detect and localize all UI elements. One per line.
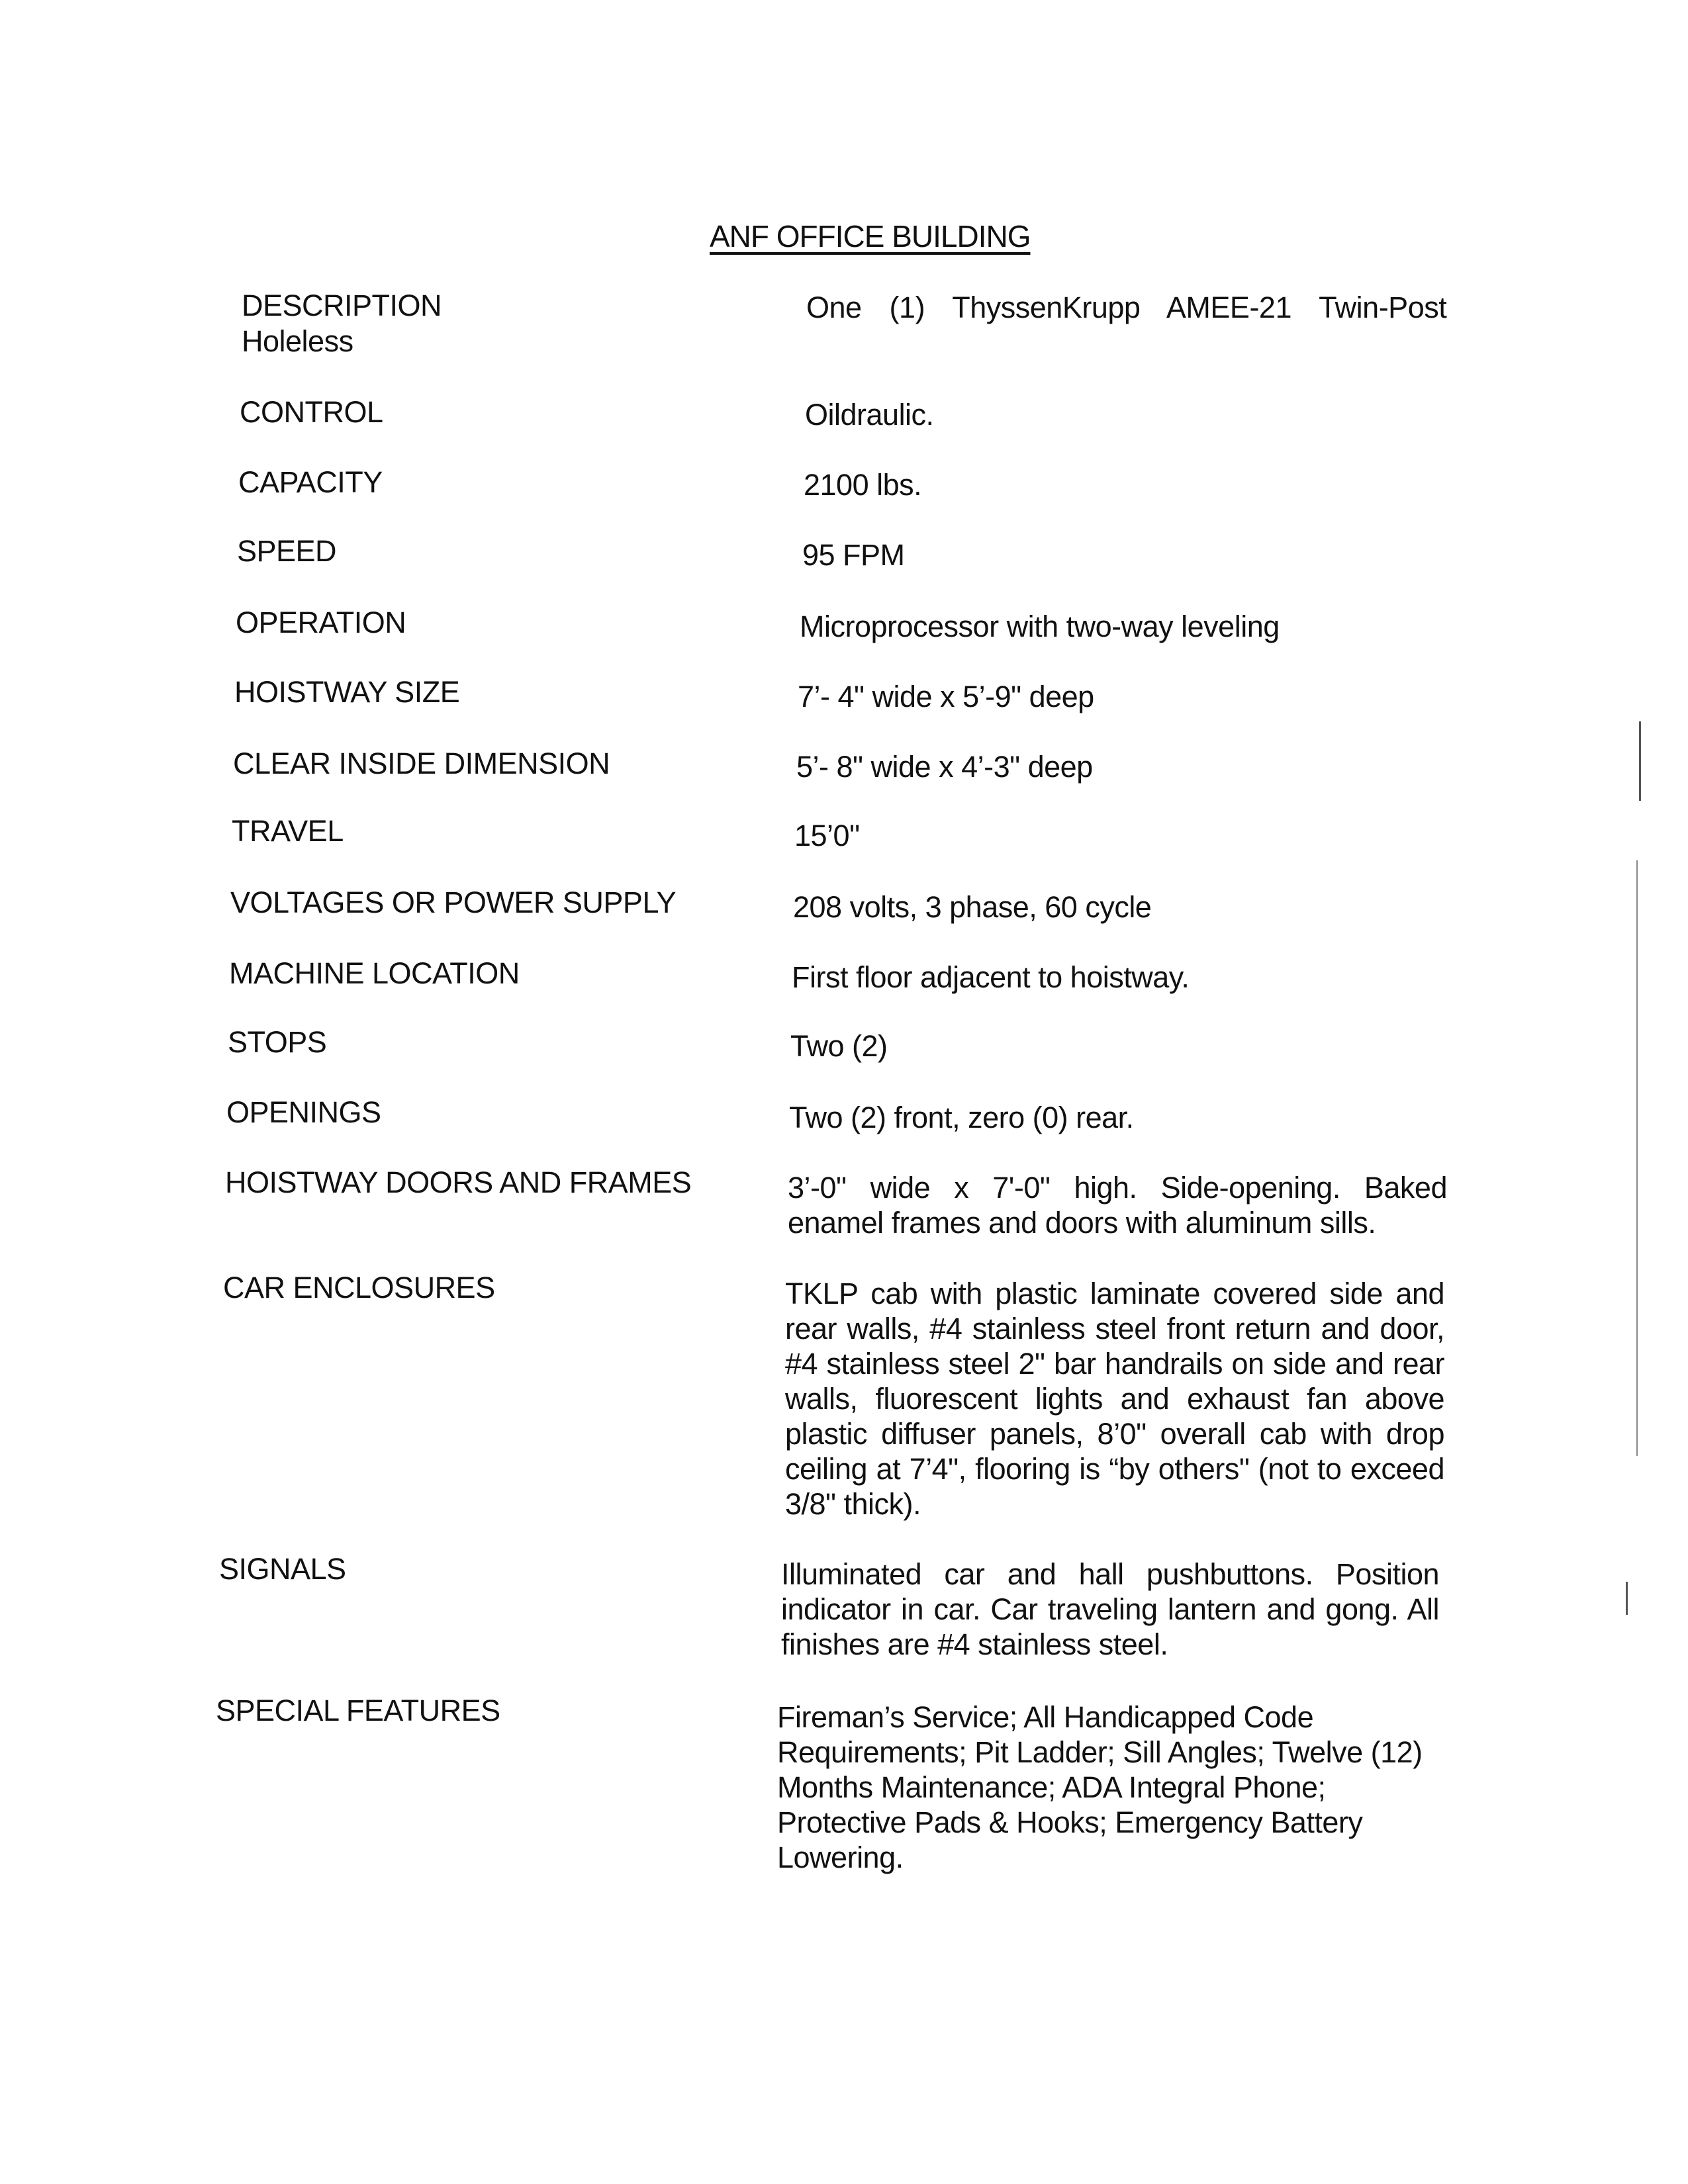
value-speed: 95 FPM	[802, 538, 905, 572]
label-text-continued: Holeless	[242, 324, 353, 358]
value-stops: Two (2)	[790, 1029, 888, 1063]
label-car-enclosures: CAR ENCLOSURES	[223, 1271, 495, 1304]
label-clear-inside-dimension: CLEAR INSIDE DIMENSION	[233, 747, 610, 780]
label-text: DESCRIPTION	[242, 289, 442, 322]
label-capacity: CAPACITY	[238, 465, 383, 499]
label-description	[242, 288, 442, 359]
label-machine-location: MACHINE LOCATION	[229, 956, 520, 990]
label-special-features: SPECIAL FEATURES	[216, 1694, 500, 1727]
value-car-enclosures: TKLP cab with plastic laminate covered side and rear walls, #4 stainless steel front return and door, #4 stainless steel 2" bar handrails on side and rear walls, fluorescent lights and exhaust fan above plastic diffuser panels, 8’0" overall cab with drop ceiling at 7’4", flooring is “by others" (not to exceed 3/8" thick).	[785, 1277, 1444, 1521]
value-control: Oildraulic.	[805, 398, 934, 432]
label-stops: STOPS	[228, 1025, 327, 1059]
scan-edge-mark	[1639, 721, 1641, 801]
label-travel: TRAVEL	[232, 814, 344, 848]
label-voltages: VOLTAGES OR POWER SUPPLY	[230, 886, 677, 919]
value-hoistway-size: 7’- 4" wide x 5’-9" deep	[798, 680, 1094, 713]
value-voltages: 208 volts, 3 phase, 60 cycle	[793, 890, 1152, 924]
scan-edge-mark	[1626, 1582, 1628, 1615]
label-speed: SPEED	[237, 534, 337, 568]
page-title: ANF OFFICE BUILDING	[710, 219, 1031, 253]
value-operation: Microprocessor with two-way leveling	[800, 610, 1280, 643]
value-clear-inside-dimension: 5’- 8" wide x 4’-3" deep	[796, 750, 1093, 784]
label-openings: OPENINGS	[226, 1095, 381, 1129]
label-signals: SIGNALS	[219, 1552, 346, 1586]
value-machine-location: First floor adjacent to hoistway.	[792, 960, 1190, 994]
value-hoistway-doors-frames: 3’-0" wide x 7'-0" high. Side-opening. Baked enamel frames and doors with aluminum sills.	[788, 1171, 1447, 1240]
label-operation: OPERATION	[236, 606, 406, 639]
label-control: CONTROL	[240, 395, 383, 429]
value-capacity: 2100 lbs.	[804, 468, 922, 502]
value-special-features: Fireman’s Service; All Handicapped Code Requirements; Pit Ladder; Sill Angles; Twelve (12) Months Maintenance; ADA Integral Phone; Protective Pads & Hooks; Emergency Battery Lowering.	[777, 1700, 1423, 1874]
value-signals: Illuminated car and hall pushbuttons. Position indicator in car. Car traveling lantern and gong. All finishes are #4 stainless steel.	[781, 1557, 1439, 1661]
label-hoistway-size: HOISTWAY SIZE	[234, 675, 460, 709]
label-hoistway-doors-frames: HOISTWAY DOORS AND FRAMES	[225, 1165, 692, 1199]
scan-edge-mark	[1636, 860, 1638, 1456]
value-description: One (1) ThyssenKrupp AMEE-21 Twin-Post	[806, 291, 1447, 324]
value-travel: 15’0"	[794, 819, 860, 852]
value-openings: Two (2) front, zero (0) rear.	[789, 1101, 1134, 1134]
